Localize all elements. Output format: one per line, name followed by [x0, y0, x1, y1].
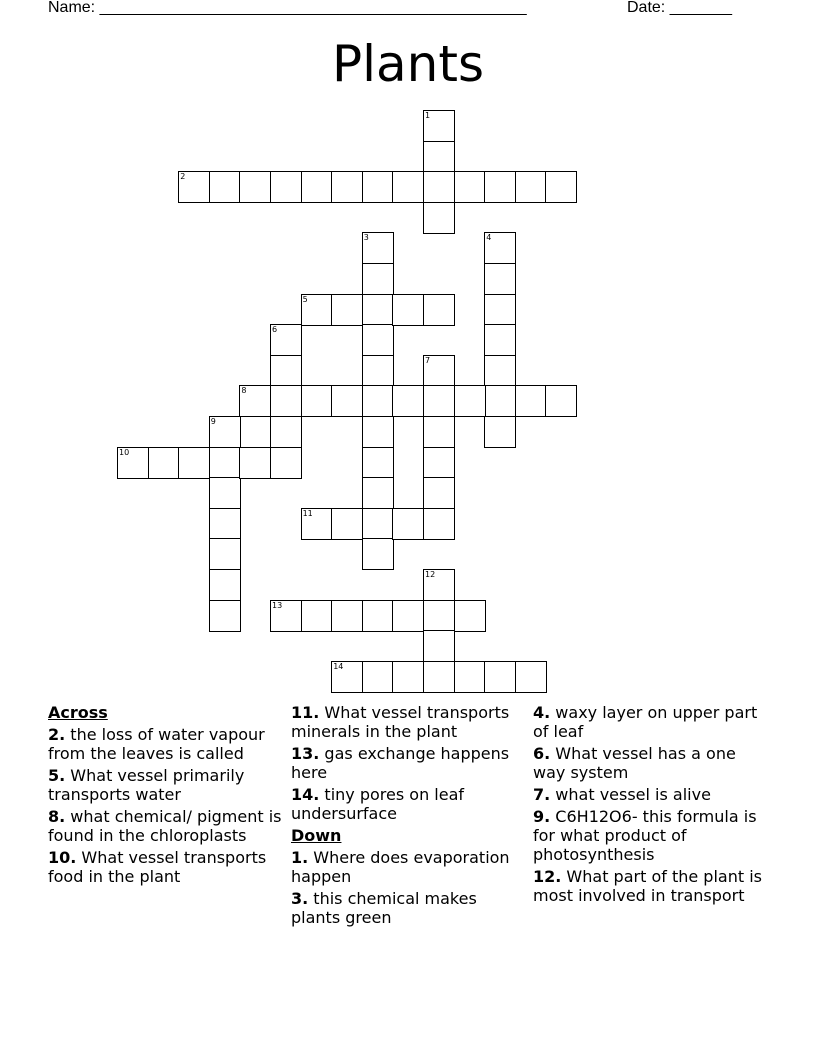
grid-cell[interactable] — [362, 355, 394, 387]
cell-number: 2 — [180, 172, 186, 182]
grid-cell[interactable] — [209, 538, 241, 570]
clue-number: 12. — [533, 867, 562, 886]
clue-column-3 — [533, 703, 773, 908]
grid-cell[interactable] — [117, 447, 149, 479]
clue-number: 2. — [48, 725, 66, 744]
clue-number: 14. — [291, 785, 320, 804]
cell-number: 5 — [302, 294, 308, 304]
grid-cell[interactable] — [484, 661, 516, 693]
cell-number: 3 — [363, 233, 369, 243]
clue-column-2 — [291, 703, 527, 930]
grid-cell[interactable] — [178, 447, 210, 479]
grid-cell[interactable] — [362, 600, 394, 632]
grid-cell[interactable] — [209, 416, 241, 448]
grid-cell[interactable] — [545, 385, 577, 417]
grid-cell[interactable] — [362, 538, 394, 570]
grid-cell[interactable] — [362, 232, 394, 264]
grid-cell[interactable] — [209, 508, 241, 540]
grid-cell[interactable] — [392, 385, 424, 417]
grid-cell[interactable] — [515, 385, 547, 417]
grid-cell[interactable] — [484, 294, 516, 326]
grid-cell[interactable] — [362, 447, 394, 479]
grid-cell[interactable] — [270, 171, 302, 203]
clue-down-3 — [291, 889, 527, 927]
clue-text: what chemical/ pigment is found in the chloroplasts — [48, 807, 282, 845]
cell-number: 9 — [210, 417, 216, 426]
clue-across-13 — [291, 744, 527, 782]
grid-cell[interactable] — [362, 416, 394, 448]
grid-cell[interactable] — [545, 171, 577, 203]
grid-cell[interactable] — [270, 600, 302, 632]
grid-cell[interactable] — [484, 416, 516, 448]
grid-cell[interactable] — [392, 661, 424, 693]
grid-cell[interactable] — [484, 263, 516, 295]
clue-number: 10. — [48, 848, 77, 867]
clue-across-14 — [291, 785, 527, 823]
grid-cell[interactable] — [209, 171, 241, 203]
grid-cell[interactable] — [484, 355, 516, 387]
clue-number: 5. — [48, 766, 66, 785]
grid-cell[interactable] — [239, 447, 271, 479]
grid-cell[interactable] — [362, 294, 394, 326]
across-heading: Across — [48, 703, 108, 722]
clue-number: 11. — [291, 703, 320, 722]
clue-down-9 — [533, 807, 773, 864]
grid-cell[interactable] — [362, 171, 394, 203]
grid-cell[interactable] — [423, 661, 455, 693]
grid-cell[interactable] — [362, 263, 394, 295]
clue-down-4 — [533, 703, 773, 741]
grid-cell[interactable] — [148, 447, 180, 479]
clue-number: 7. — [533, 785, 551, 804]
grid-cell[interactable] — [423, 447, 455, 479]
clue-text: tiny pores on leaf undersurface — [291, 785, 465, 823]
grid-cell[interactable] — [301, 600, 333, 632]
grid-cell[interactable] — [423, 600, 455, 632]
clue-down-1 — [291, 848, 527, 886]
grid-cell[interactable] — [454, 600, 486, 632]
cell-number: 1 — [425, 111, 431, 120]
cell-number: 6 — [272, 325, 278, 335]
grid-cell[interactable] — [423, 569, 455, 601]
cell-number: 11 — [302, 508, 313, 518]
clue-text: gas exchange happens here — [291, 744, 510, 782]
cell-number: 4 — [486, 233, 492, 243]
grid-cell[interactable] — [423, 477, 455, 509]
clue-across-11 — [291, 703, 527, 741]
grid-cell[interactable] — [362, 385, 394, 417]
grid-cell[interactable] — [515, 171, 547, 203]
cell-number: 7 — [425, 355, 431, 365]
clue-text: Where does evaporation happen — [291, 848, 510, 886]
clue-number: 9. — [533, 807, 551, 826]
grid-cell[interactable] — [301, 385, 333, 417]
clue-number: 6. — [533, 744, 551, 763]
grid-cell[interactable] — [209, 569, 241, 601]
grid-cell[interactable] — [515, 661, 547, 693]
clue-number: 4. — [533, 703, 551, 722]
clue-text: What vessel transports food in the plant — [48, 848, 267, 886]
clue-across-8 — [48, 807, 284, 845]
grid-cell[interactable] — [423, 171, 455, 203]
grid-cell[interactable] — [423, 508, 455, 540]
clue-text: What part of the plant is most involved in transport — [533, 867, 762, 905]
clue-text: what vessel is alive — [550, 785, 711, 804]
clue-number: 3. — [291, 889, 309, 908]
clue-text: this chemical makes plants green — [291, 889, 477, 927]
down-heading: Down — [291, 826, 342, 845]
cell-number: 8 — [241, 386, 247, 396]
grid-cell[interactable] — [362, 508, 394, 540]
grid-cell[interactable] — [362, 661, 394, 693]
clue-text: What vessel primarily transports water — [48, 766, 245, 804]
cell-number: 12 — [425, 570, 436, 579]
grid-cell[interactable] — [423, 385, 455, 417]
grid-cell[interactable] — [484, 232, 516, 264]
grid-cell[interactable] — [270, 324, 302, 356]
grid-cell[interactable] — [423, 294, 455, 326]
grid-cell[interactable] — [392, 294, 424, 326]
grid-cell[interactable] — [331, 171, 363, 203]
grid-cell[interactable] — [209, 477, 241, 509]
grid-cell[interactable] — [423, 141, 455, 173]
grid-cell[interactable] — [362, 477, 394, 509]
grid-cell[interactable] — [270, 416, 302, 448]
grid-cell[interactable] — [484, 385, 516, 417]
grid-cell[interactable] — [331, 385, 363, 417]
grid-cell[interactable] — [331, 508, 363, 540]
date-field[interactable]: Date: _______ — [627, 0, 732, 16]
grid-cell[interactable] — [484, 171, 516, 203]
cell-number: 10 — [119, 447, 130, 457]
clue-text: What vessel transports minerals in the plant — [291, 703, 510, 741]
grid-cell[interactable] — [454, 171, 486, 203]
clue-number: 1. — [291, 848, 309, 867]
grid-cell[interactable] — [178, 171, 210, 203]
clue-column-1 — [48, 703, 284, 889]
grid-cell[interactable] — [239, 385, 271, 417]
clue-text: waxy layer on upper part of leaf — [533, 703, 758, 741]
grid-cell[interactable] — [454, 385, 486, 417]
cell-number: 13 — [272, 600, 283, 610]
grid-cell[interactable] — [423, 416, 455, 448]
grid-cell[interactable] — [392, 171, 424, 203]
clue-number: 8. — [48, 807, 66, 826]
grid-cell[interactable] — [270, 355, 302, 387]
clue-across-2 — [48, 725, 284, 763]
cell-number: 14 — [333, 661, 344, 671]
grid-cell[interactable] — [301, 171, 333, 203]
grid-cell[interactable] — [331, 294, 363, 326]
clue-text: What vessel has a one way system — [533, 744, 736, 782]
grid-cell[interactable] — [423, 202, 455, 234]
clue-across-10 — [48, 848, 284, 886]
clue-text: C6H12O6- this formula is for what product of photosynthesis — [533, 807, 757, 864]
grid-cell[interactable] — [423, 110, 455, 142]
grid-cell[interactable] — [484, 324, 516, 356]
grid-cell[interactable] — [362, 324, 394, 356]
clue-down-6 — [533, 744, 773, 782]
grid-cell[interactable] — [270, 447, 302, 479]
grid-cell[interactable] — [423, 630, 455, 662]
grid-cell[interactable] — [239, 171, 271, 203]
grid-cell[interactable] — [392, 508, 424, 540]
grid-cell[interactable] — [301, 508, 333, 540]
grid-cell[interactable] — [301, 294, 333, 326]
grid-cell[interactable] — [454, 661, 486, 693]
grid-cell[interactable] — [331, 661, 363, 693]
page-title: Plants — [331, 35, 485, 93]
grid-cell[interactable] — [209, 447, 241, 479]
grid-cell[interactable] — [209, 600, 241, 632]
clue-down-12 — [533, 867, 773, 905]
name-field[interactable]: Name: ________________________________________________ — [48, 0, 527, 16]
clue-down-7 — [533, 785, 773, 804]
grid-cell[interactable] — [331, 600, 363, 632]
grid-cell[interactable] — [392, 600, 424, 632]
clue-number: 13. — [291, 744, 320, 763]
grid-cell[interactable] — [423, 355, 455, 387]
grid-cell[interactable] — [270, 385, 302, 417]
clue-across-5 — [48, 766, 284, 804]
clue-text: the loss of water vapour from the leaves is called — [48, 725, 265, 763]
